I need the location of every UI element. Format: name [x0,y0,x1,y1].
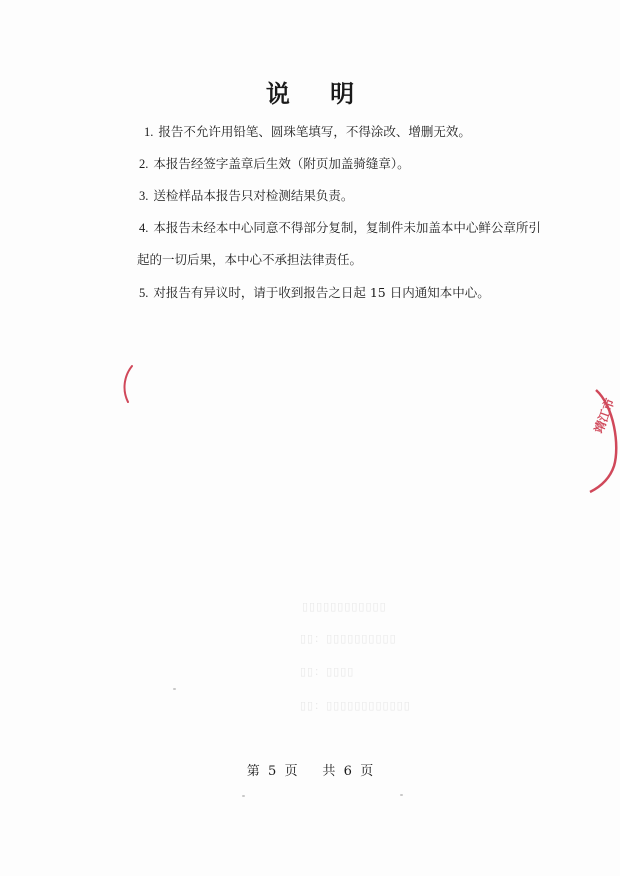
note-item-3 [139,188,353,204]
seal-text: 靖江市 [591,396,618,436]
bleed-through-text: ▯▯：▯▯▯▯▯▯▯▯▯▯▯▯ [300,699,411,712]
note-number: 3. [139,189,149,203]
note-item-4-continued [137,252,362,268]
page-number: 第 5 页 共 6 页 [246,764,374,779]
note-text: 起的一切后果，本中心不承担法律责任。 [137,252,363,267]
scan-speck [400,794,403,796]
note-text: 报告不允许用铅笔、圆珠笔填写，不得涂改、增删无效。 [158,124,471,139]
note-number: 4. [139,221,149,235]
note-number: 2. [139,157,149,171]
note-item-4 [139,220,541,236]
bleed-through-text: ▯▯：▯▯▯▯▯▯▯▯▯▯ [300,632,397,645]
bleed-through-text: ▯▯：▯▯▯▯ [300,665,355,678]
note-item-2 [139,156,410,172]
note-text: 送检样品本报告只对检测结果负责。 [153,188,354,203]
note-text: 本报告未经本中心同意不得部分复制，复制件未加盖本中心鲜公章所引 [153,220,541,235]
note-number: 5. [139,286,149,300]
scan-speck [173,688,176,690]
page-title: 说 明 [265,79,371,108]
note-text: 本报告经签字盖章后生效（附页加盖骑缝章）。 [153,156,410,171]
seal-fragment-left [118,360,178,410]
note-item-5 [139,285,490,301]
bleed-through-text: ▯▯▯▯▯▯▯▯▯▯▯▯ [302,600,387,613]
note-number: 1. [144,125,154,139]
scan-speck [242,795,245,797]
note-text: 对报告有异议时，请于收到报告之日起 15 日内通知本中心。 [153,285,490,300]
official-seal-fragment [580,386,620,496]
note-item-1 [144,124,471,140]
